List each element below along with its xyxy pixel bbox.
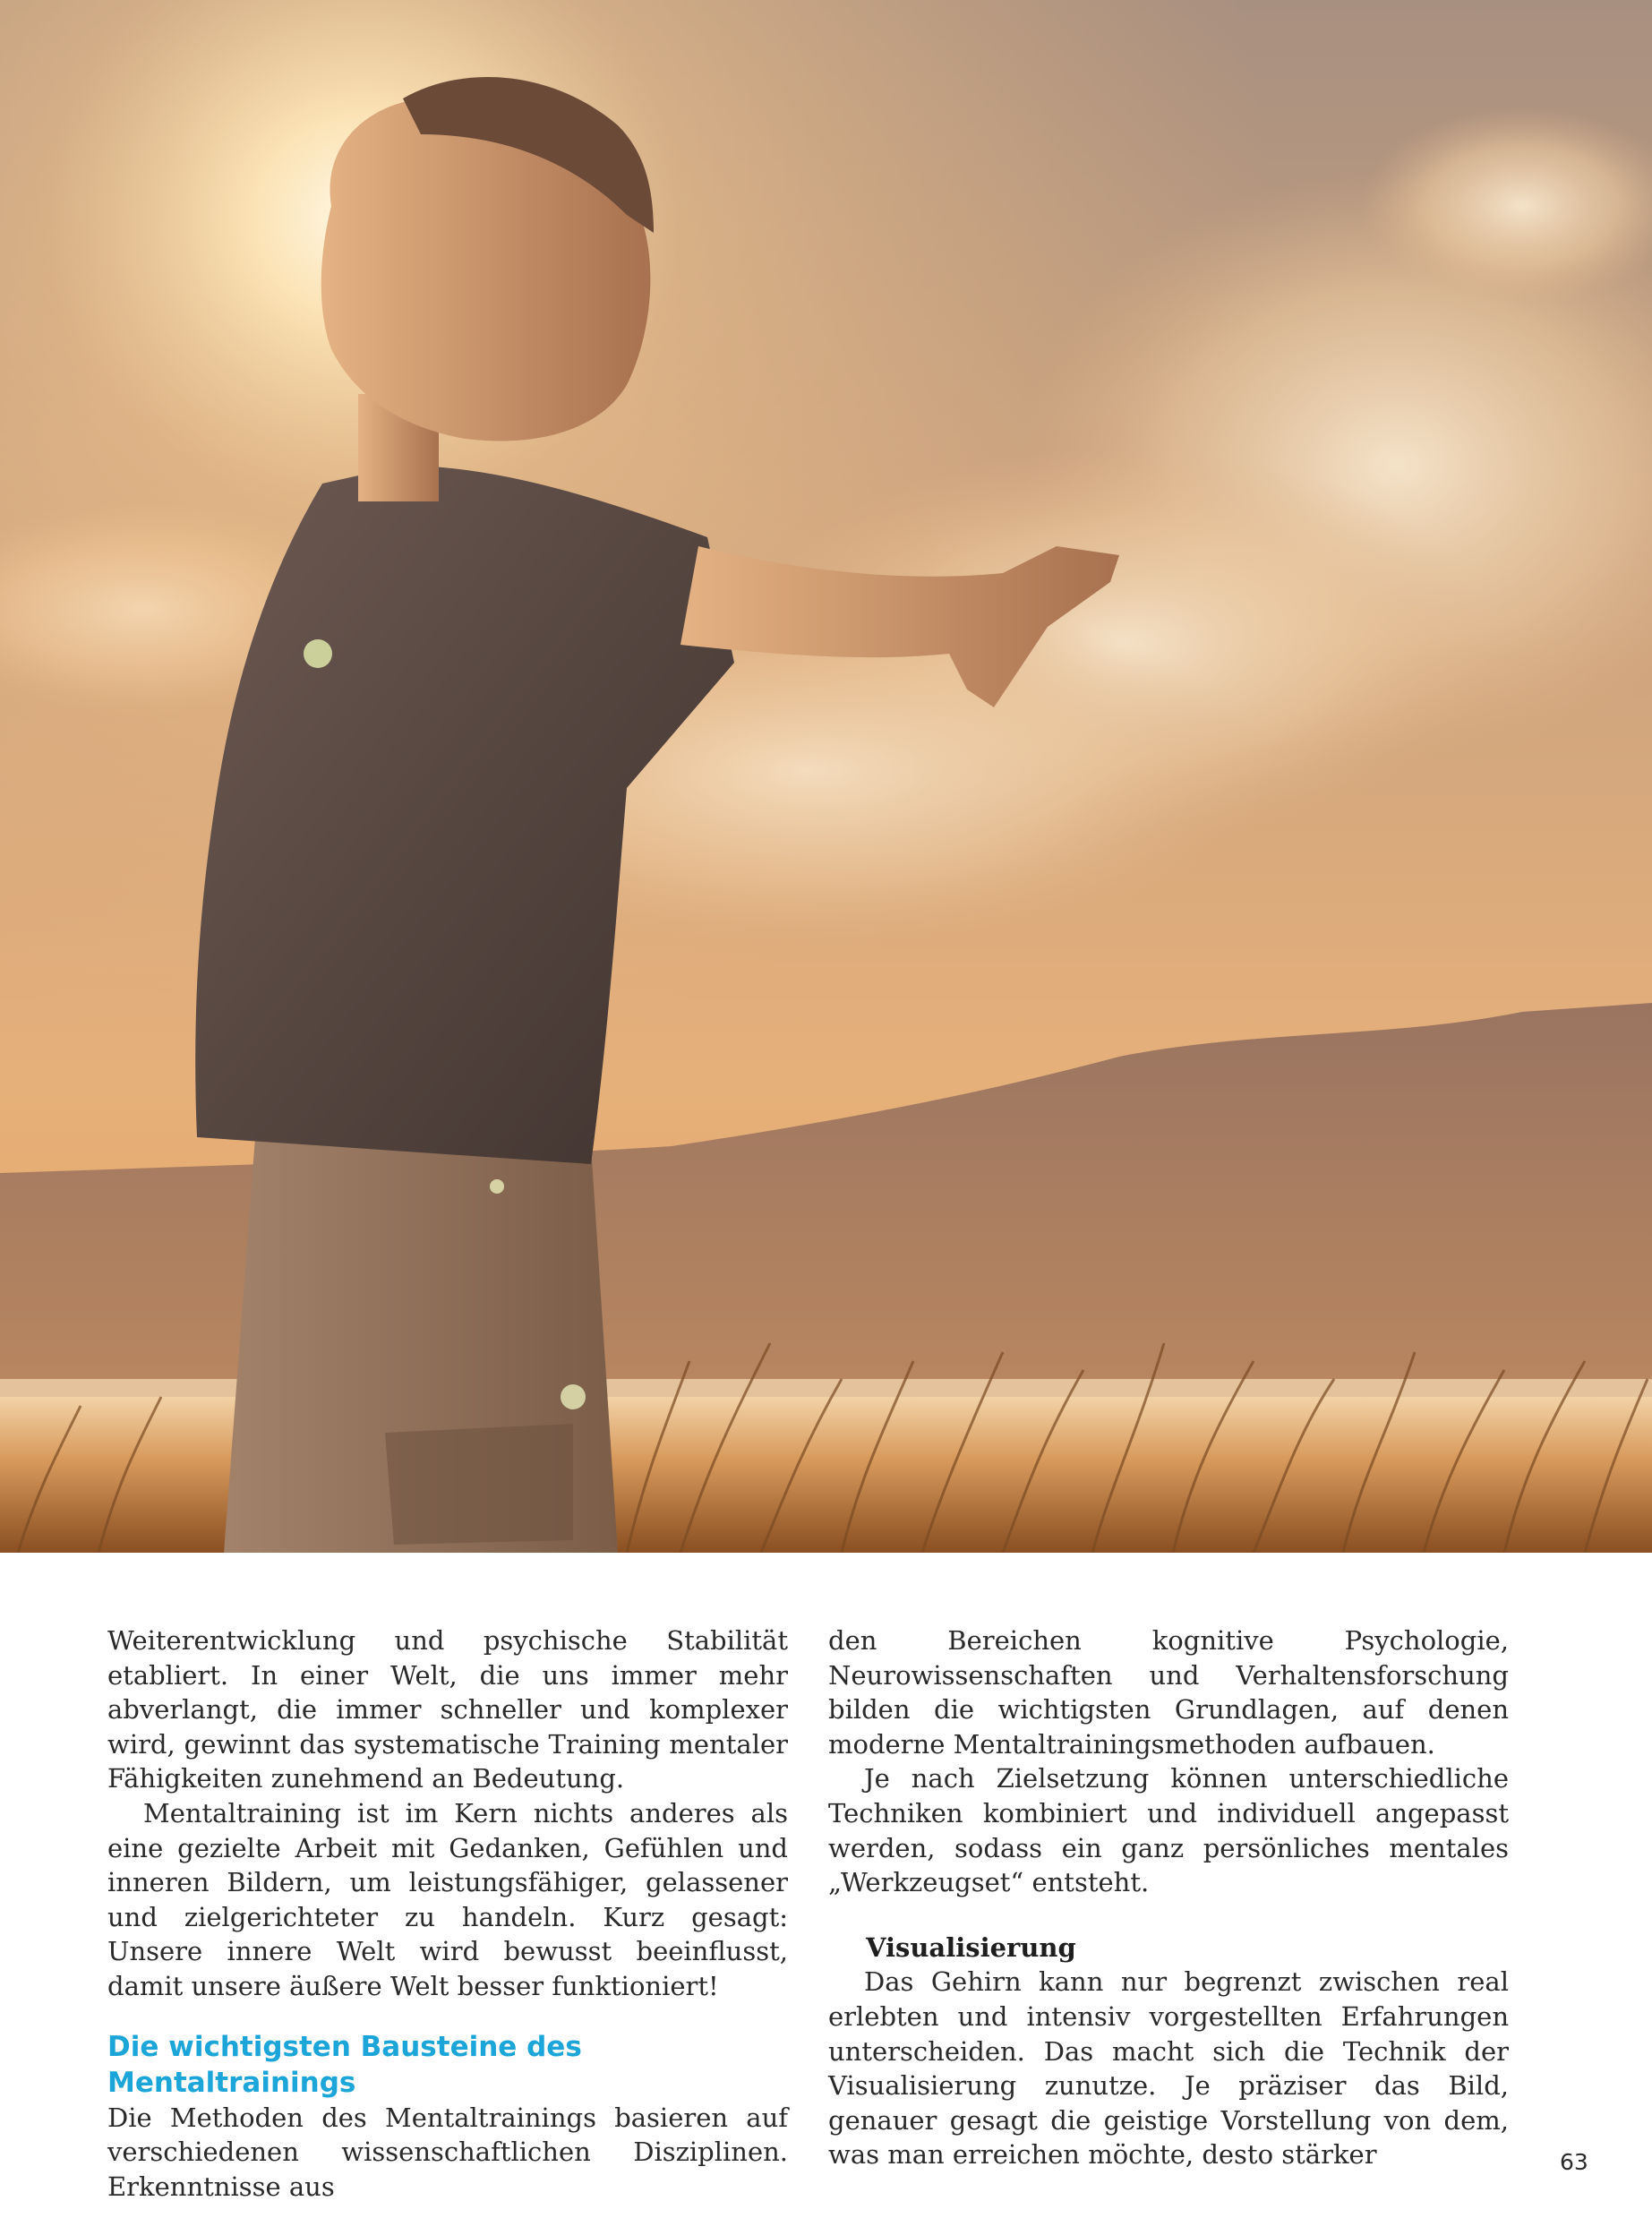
page-number: 63 [1560,2149,1588,2175]
left-column [107,1623,788,2204]
right-paragraph-1: den Bereichen kognitive Psychologie, Neurowissenschaften und Verhaltensforschung bilden die wichtigsten Grundlagen, auf denen moderne Mentaltrainingsmethoden aufbauen. [828,1625,1509,1760]
right-column [828,1623,1509,2172]
subheading-visualisierung: Visualisierung [866,1931,1076,1963]
left-paragraph-2: Mentaltraining ist im Kern nichts anderes als eine gezielte Arbeit mit Gedanken, Gefühlen und inneren Bildern, um leistungsfähiger, gelassener und zielgerichteter zu handeln. Kurz gesagt: Unsere innere Welt wird bewusst beeinflusst, damit unsere äußere Welt besser funktioniert! [107,1797,788,2001]
right-paragraph-3: Das Gehirn kann nur begrenzt zwischen real erlebten und intensiv vorgestellten Erfahrungen unterscheiden. Das macht sich die Technik der Visualisierung zunutze. Je präziser das Bild, genauer gesagt die geistige Vorstellung von dem, was man erreichen möchte, desto stärker [828,1966,1509,2171]
section-heading: Die wichtigsten Bausteine des Mentaltrainings [107,2030,582,2099]
left-paragraph-1: Weiterentwicklung und psychische Stabilität etabliert. In einer Welt, die uns immer mehr abverlangt, die immer schneller und komplexer wird, gewinnt das systematische Training mentaler Fähigkeiten zunehmend an Bedeutung. [107,1625,788,1794]
right-paragraph-2: Je nach Zielsetzung können unterschiedliche Techniken kombiniert und individuell angepasst werden, sodass ein ganz persönliches mentales „Werkzeugset“ entsteht. [828,1763,1509,1898]
left-paragraph-3: Die Methoden des Mentaltrainings basieren auf verschiedenen wissenschaftlichen Disziplinen. Erkenntnisse aus [107,2102,788,2202]
